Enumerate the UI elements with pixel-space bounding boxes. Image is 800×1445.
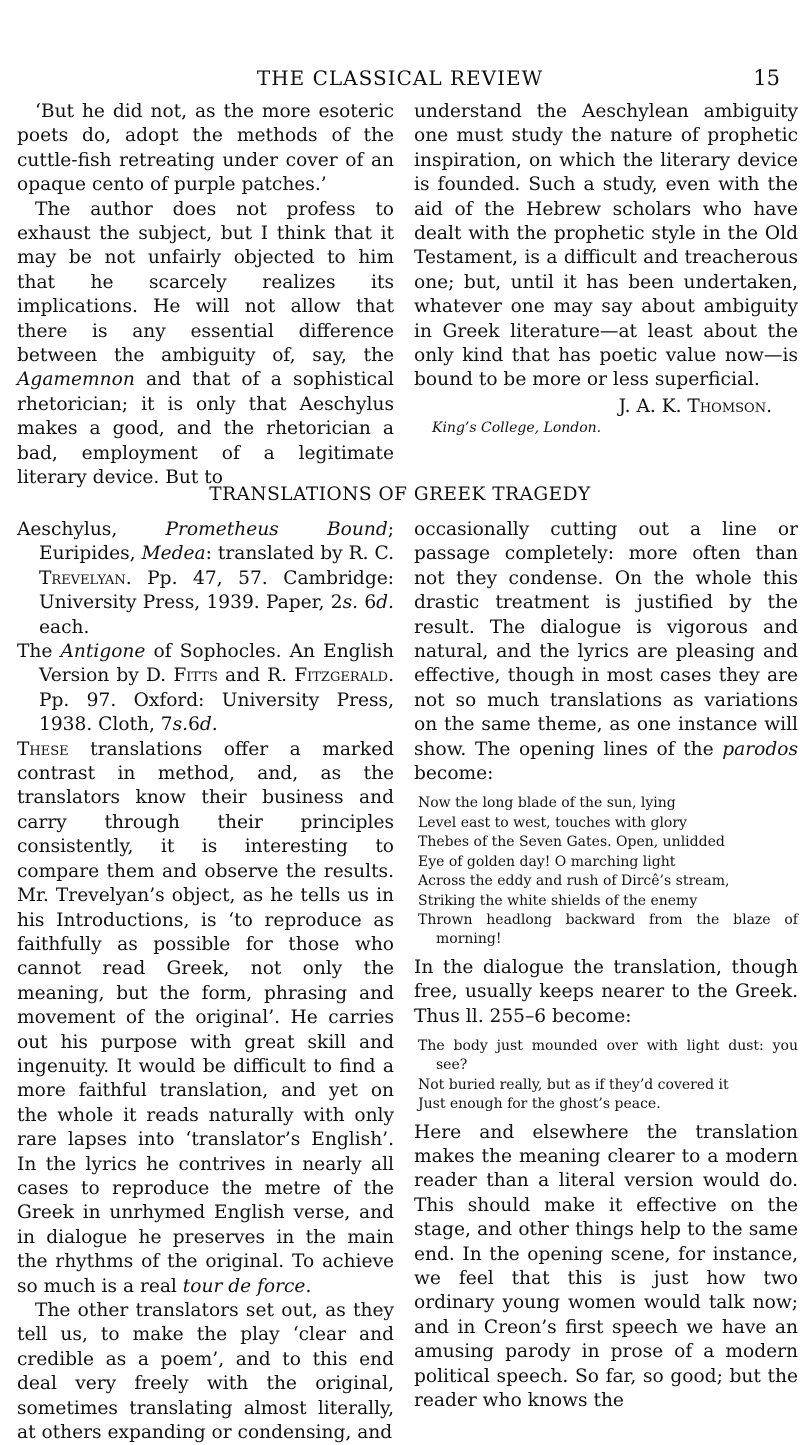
verse-line: Level east to west, touches with glory bbox=[418, 814, 687, 831]
author-signature: J. A. K. Thomson. bbox=[618, 395, 772, 417]
verse-line: Eye of golden day! O marching light bbox=[418, 853, 676, 870]
running-header: THE CLASSICAL REVIEW bbox=[256, 66, 544, 90]
review-left-column bbox=[17, 518, 394, 1445]
body-paragraph: These translations offer a marked contrast in method, and, as the translators know their business and carry through their principles consistently, it is interesting to compare them and observe the results. Mr. Trevelyan’s object, as he tells us in his Introductions, is ‘to reproduce as faithfully as possible for those who cannot read Greek, not only the meaning, but the form, phrasing and movement of the original’. He carries out his purpose with great skill and ingenuity. It would be difficult to find a more faithful translation, and yet on the whole it reads naturally with only rare lapses into ‘translator’s English’. In the lyrics he contrives in nearly all cases to reproduce the metre of the Greek in unrhymed English verse, and in dialogue he preserves in the main the rhythms of the original. To achieve so much is a real tour de force. bbox=[17, 738, 394, 1297]
prev-article-right-column bbox=[414, 100, 798, 437]
verse-line: Thebes of the Seven Gates. Open, unlidded bbox=[418, 834, 725, 851]
verse-block bbox=[418, 794, 798, 949]
quote-paragraph: ‘But he did not, as the more esoteric poets do, adopt the methods of the cuttle-fish retreating under cover of an opaque cento of purple patches.’ bbox=[17, 101, 394, 196]
body-paragraph: understand the Aeschylean ambiguity one must study the nature of prophetic inspiration, on which the literary device is founded. Such a study, even with the aid of the Hebrew scholars who have dealt with the prophetic style in the Old Testament, is a difficult and treacherous one; but, until it has been undertaken, whatever one may say about ambiguity in Greek literature—at least about the only kind that has poetic value now—is bound to be more or less superficial. bbox=[414, 101, 798, 391]
citation-entry: Aeschylus, Prometheus Bound; Euripides, Medea: translated by R. C. Trevelyan. Pp. 47, 57. Cambridge: University Press, 1939. Paper, 2s. 6d. each. bbox=[17, 519, 394, 638]
verse-line: Striking the white shields of the enemy bbox=[418, 892, 698, 909]
section-title: TRANSLATIONS OF GREEK TRAGEDY bbox=[209, 484, 591, 505]
body-paragraph: The other translators set out, as they tell us, to make the play ‘clear and credible as a poem’, and to this end deal very freely with the original, sometimes translating almost literally, at others expanding or condensing, and bbox=[17, 1300, 394, 1444]
citation-entry: The Antigone of Sophocles. An English Version by D. Fitts and R. Fitzgerald. Pp. 97. Oxford: University Press, 1938. Cloth, 7s.6d. bbox=[17, 641, 394, 736]
author-affiliation: King’s College, London. bbox=[432, 420, 602, 437]
verse-line: Just enough for the ghost’s peace. bbox=[418, 1096, 661, 1113]
body-paragraph: occasionally cutting out a line or passage completely: more often than not they condense. On the whole this drastic treatment is justified by the result. The dialogue is vigorous and natural, and the lyrics are pleasing and effective, though in most cases they are not so much translations as variations on the same theme, as one instance will show. The opening lines of the parodos become: bbox=[414, 519, 798, 785]
verse-line: Now the long blade of the sun, lying bbox=[418, 795, 676, 812]
body-paragraph: In the dialogue the translation, though free, usually keeps nearer to the Greek. Thus ll. 255–6 become: bbox=[414, 956, 798, 1027]
page-number: 15 bbox=[753, 66, 780, 90]
verse-line: Thrown headlong backward from the blaze of morning! bbox=[418, 911, 798, 948]
verse-line: Across the eddy and rush of Dircê’s stream, bbox=[418, 873, 730, 890]
review-right-column bbox=[414, 518, 798, 1413]
verse-line: The body just mounded over with light dust: you see? bbox=[418, 1037, 798, 1074]
verse-line: Not buried really, but as if they’d covered it bbox=[418, 1076, 729, 1093]
prev-article-left-column bbox=[17, 100, 394, 491]
verse-block bbox=[418, 1037, 798, 1115]
body-paragraph: Here and elsewhere the translation makes the meaning clearer to a modern reader than a literal version would do. This should make it effective on the stage, and other things help to the same end. In the opening scene, for instance, we feel that this is just how two ordinary young women would talk now; and in Creon’s first speech we have an amusing parody in prose of a modern political speech. So far, so good; but the reader who knows the bbox=[414, 1121, 798, 1412]
body-paragraph: The author does not profess to exhaust the subject, but I think that it may be not unfairly objected to him that he scarcely realizes its implications. He will not allow that there is any essential difference between the ambiguity of, say, the Agamemnon and that of a sophistical rhetorician; it is only that Aeschylus makes a good, and the rhetorician a bad, employment of a legitimate literary device. But to bbox=[17, 198, 394, 489]
